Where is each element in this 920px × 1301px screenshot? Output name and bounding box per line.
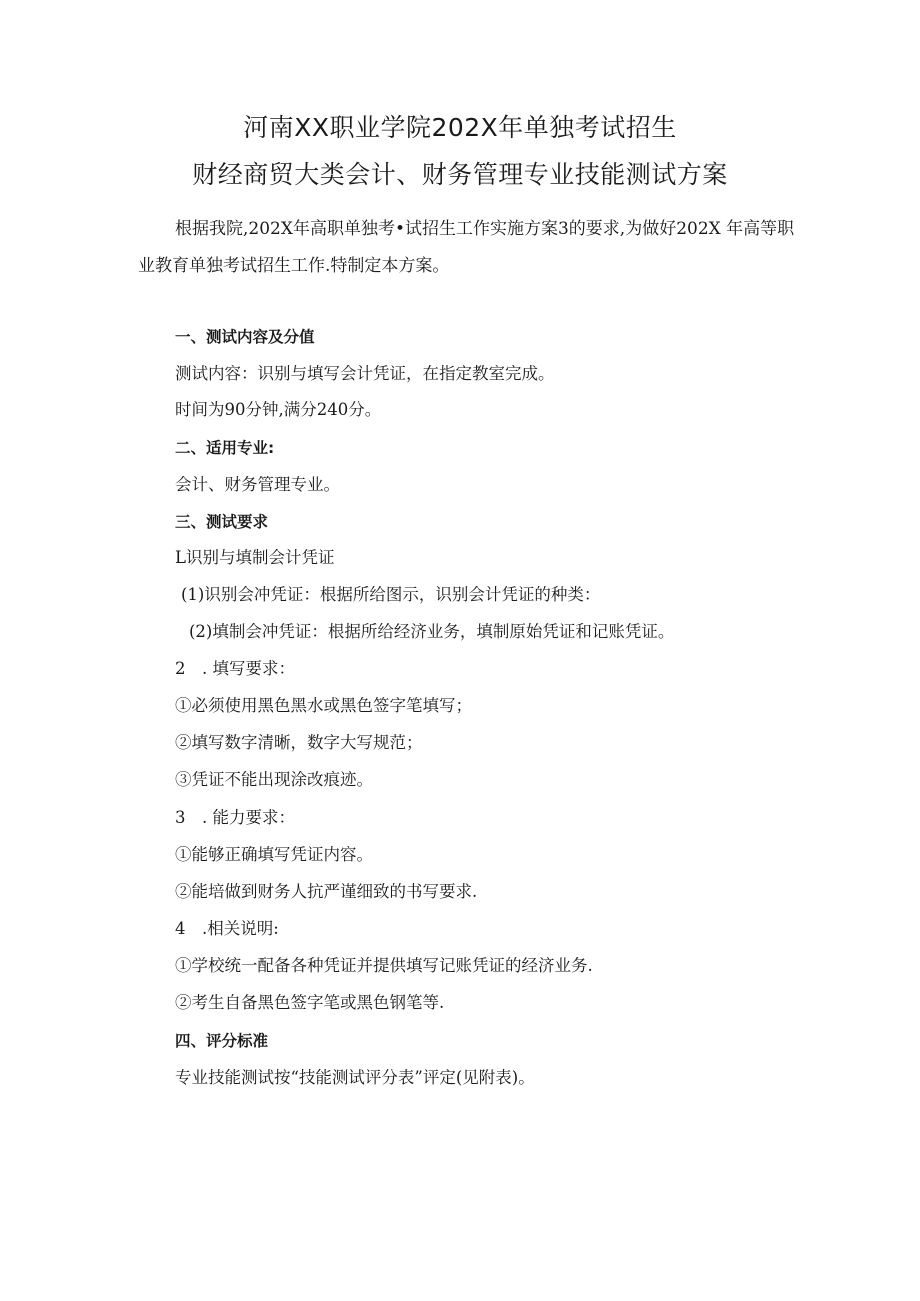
- section-3-item-2-a: ①必须使用黑色黑水或黑色签字笔填写；: [175, 696, 472, 715]
- intro-paragraph-line-1: 根据我院,202X年高职单独考•试招生工作实施方案3的要求,为做好202X 年高等职: [175, 219, 795, 239]
- section-3-heading: 三、测试要求: [175, 513, 269, 531]
- section-3-item-4-a: ①学校统一配备各种凭证并提供填写记账凭证的经济业务.: [175, 956, 593, 975]
- document-title-line-2: 财经商贸大类会计、财务管理专业技能测试方案: [192, 160, 728, 189]
- intro-paragraph-line-2: 业教育单独考试招生工作.特制定本方案。: [138, 256, 450, 276]
- section-4-content: 专业技能测试按“技能测试评分表”评定(见附表)。: [175, 1068, 535, 1087]
- section-3-item-2: 2 . 填写要求：: [175, 659, 295, 678]
- section-3-item-4: 4 .相关说明:: [175, 919, 279, 938]
- section-3-item-3-b: ②能培做到财务人抗严谨细致的书写要求.: [175, 882, 478, 901]
- section-3-item-2-b: ②填写数字清晰，数字大写规范；: [175, 733, 423, 752]
- section-3-item-4-b: ②考生自备黑色签字笔或黑色钢笔等.: [175, 993, 445, 1012]
- section-3-item-1-a: (1)识别会冲凭证：根据所给图示，识别会计凭证的种类：: [181, 585, 601, 604]
- section-1-heading: 一、测试内容及分值: [175, 328, 315, 346]
- section-3-item-2-c: ③凭证不能出现涂改痕迹。: [175, 770, 373, 789]
- section-2-heading: 二、适用专业:: [175, 439, 275, 457]
- section-2-content: 会计、财务管理专业。: [175, 475, 340, 494]
- section-3-item-1-b: (2)填制会冲凭证：根据所给经济业务，填制原始凭证和记账凭证。: [189, 622, 675, 641]
- document-title-line-1: 河南XX职业学院202X年单独考试招生: [243, 113, 677, 142]
- section-3-item-3: 3 . 能力要求：: [175, 808, 295, 827]
- section-3-item-1: L识别与填制会计凭证: [175, 548, 335, 567]
- section-3-item-3-a: ①能够正确填写凭证内容。: [175, 845, 373, 864]
- section-1-time: 时间为90分钟,满分240分。: [175, 400, 382, 419]
- section-4-heading: 四、评分标准: [175, 1032, 269, 1050]
- section-1-content: 测试内容：识别与填写会计凭证，在指定教室完成。: [175, 364, 555, 383]
